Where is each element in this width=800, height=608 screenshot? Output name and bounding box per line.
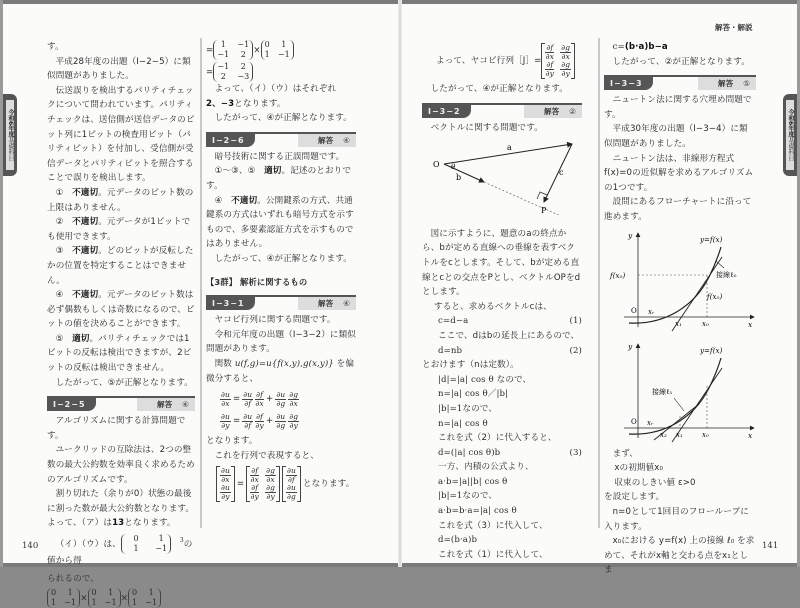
svg-text:x: x	[748, 430, 753, 440]
column-rule	[598, 38, 600, 528]
paragraph: n=0として1回目のフローループに入ります。	[604, 506, 749, 532]
side-tab-left[interactable]	[3, 94, 17, 176]
paragraph: 伝送誤りを検出するパリティチェックについて問われています。パリティチェックは、送信側が送信データのビット列に1ビットの検査用ビット（パリティビット）を付加し、受信側が受信データとパリティビットを照合することで誤りを検出します。	[47, 85, 195, 184]
svg-text:接線ℓ₁: 接線ℓ₁	[652, 387, 673, 396]
eq-line-17: これを式（1）に代入して、	[438, 549, 548, 560]
text-line: これを行列で表現すると、	[214, 450, 319, 461]
eq-line-4: とおけます（nは定数）。	[422, 360, 519, 371]
paragraph: ニュートン法に関する穴埋め問題です。	[604, 95, 752, 120]
svg-text:θ: θ	[451, 163, 456, 172]
answer-badge: 解答 ④	[298, 134, 356, 147]
paragraph: 図に示すように、題意のaの終点から、bが定める直線への垂線を表すベクトルをcとします。そして、bが定める直線とcとの交点をPとし、ベクトルOPをdとします。	[422, 228, 581, 298]
column-1	[47, 40, 195, 608]
paragraph: 関数 u(f,g)=u{f(x,y),g(x,y)} を偏微分すると、	[206, 358, 355, 384]
text-line: となります。	[206, 436, 258, 447]
result-line: c=(b·a)b−a	[612, 42, 668, 52]
conclusion: したがって、⑤が正解となります。	[55, 377, 193, 388]
eq-line-16: d=(b·a)b	[438, 535, 478, 546]
eq-line-0: すると、求めるベクトルcは、	[434, 301, 552, 312]
partial-derivatives	[206, 388, 356, 432]
side-tab-right[interactable]	[783, 94, 797, 176]
eq-line-1: c=d−a (1)	[438, 316, 582, 327]
eq-line-15: これを式（3）に代入して、	[438, 520, 548, 531]
matrix-product: = 1 −1 −1 2 × 0 1 1 −1	[206, 40, 356, 60]
svg-text:x₀: x₀	[702, 319, 709, 328]
svg-text:P: P	[541, 206, 547, 216]
running-header: 解答・解説	[715, 23, 753, 32]
eq-line-9: これを式（2）に代入すると、	[438, 433, 557, 444]
derivation	[422, 300, 582, 563]
option-3: ③ 不適切。どのビットが反転したかの位置を特定することはできません。	[47, 246, 194, 286]
paragraph: ヤコビ行列に関する問題です。	[214, 315, 336, 326]
svg-text:y=f(x): y=f(x)	[700, 235, 723, 244]
equation-dy: $\frac{\partial u}{\partial y}$ = $\frac{\partial u}{\partial f}$ $\frac{\partial f}{\partial y}$ + $\frac{\partial u}{\partial g}$ $\frac{\partial g}{\partial y}$	[221, 411, 299, 430]
eq-line-12: a·b=|a||b| cos θ	[438, 476, 508, 487]
equation-dx: $\frac{\partial u}{\partial x}$ = $\frac{\partial u}{\partial f}$ $\frac{\partial f}{\partial x}$ + $\frac{\partial u}{\partial g}$ $\frac{\partial g}{\partial x}$	[221, 389, 299, 408]
eq-line-7: |b|=1なので、	[438, 403, 498, 414]
svg-text:x: x	[748, 319, 753, 329]
svg-text:x₂: x₂	[660, 430, 667, 439]
newton-graph-2	[604, 338, 756, 443]
svg-text:x₀: x₀	[702, 430, 709, 439]
page-number-right: 141	[762, 541, 779, 551]
svg-text:x₁: x₁	[676, 430, 683, 439]
matrix: 0 1 1 −1 $^3$	[121, 534, 184, 554]
svg-text:接線ℓ₀: 接線ℓ₀	[716, 270, 737, 279]
svg-text:y: y	[628, 230, 633, 240]
eq-line-3: d=nb (2)	[438, 345, 582, 356]
text-line: す。	[47, 42, 64, 52]
page-number-left: 140	[22, 541, 39, 551]
section-header	[206, 132, 356, 147]
section-header	[206, 295, 356, 310]
question-number: Ⅰ−3−1	[206, 297, 255, 310]
conclusion: したがって、②が正解となります。	[612, 56, 750, 67]
matrix-product: 0 1 1 −1 × 0 1 1 −1 × 0 1 1 −1	[47, 588, 195, 608]
matrix-power-line: （イ）（ウ）は、 0 1 1 −1 $^3$ の値から得	[47, 534, 193, 566]
option-1: ① 不適切。元データのビット数の上限はありません。	[47, 187, 194, 213]
svg-text:y: y	[628, 341, 633, 351]
answer-badge: 解答 ⑤	[698, 77, 756, 90]
svg-text:O: O	[631, 306, 637, 315]
svg-text:b: b	[456, 173, 462, 183]
text-line: を設定します。	[604, 492, 665, 503]
svg-text:y=f(x): y=f(x)	[700, 346, 723, 355]
column-4	[604, 40, 756, 578]
section-header	[604, 75, 756, 90]
svg-text:xᵣ: xᵣ	[647, 418, 654, 427]
eq-line-5: |d|=|a| cos θ なので、	[438, 374, 532, 385]
side-tab-label: 令和6年度基礎科目	[786, 100, 794, 170]
text-line: 収束のしきい値 ε>0	[614, 477, 696, 488]
svg-text:c: c	[559, 168, 564, 178]
eq-line-6: n=|a| cos θ／|b|	[438, 389, 509, 400]
paragraph: 設問にあるフローチャートに沿って進めます。	[604, 197, 752, 222]
svg-text:x₁: x₁	[675, 319, 682, 328]
option-4: ④ 不適切。元データのビット数は必ず偶数もしくは奇数になるので、ビットの値を決めることができます。	[47, 290, 195, 330]
matrix-result: = −1 2 2 −3	[206, 62, 356, 82]
column-rule	[200, 38, 202, 528]
option-4: ④ 不適切。公開鍵系の方式、共通鍵系の方式はいずれも暗号方式を示すもので、多要素認証方式を示すものではありません。	[206, 195, 354, 250]
svg-text:xᵣ: xᵣ	[648, 307, 655, 316]
conclusion: したがって、④が正解となります。	[214, 113, 352, 124]
matrix-equation: $\frac{\partial u}{\partial x}$ $\frac{\partial u}{\partial y}$ = $\frac{\partial f}{\partial x}$ $\frac{\partial g}{\partial x}$ $\frac{\partial f}{\partial y}$ $\frac{\partial g}{\partial y}$ $\frac{\partial u}{\partial f}$ $\frac{\partial u}{\partial g}$ となります。	[206, 466, 356, 502]
paragraph: ユークリッドの互除法は、2つの整数の最大公約数を効率良く求めるためのアルゴリズムです。	[47, 445, 195, 485]
paragraph: アルゴリズムに関する計算問題です。	[47, 416, 186, 441]
question-number: Ⅰ−2−5	[47, 398, 96, 411]
left-edge	[0, 0, 3, 567]
text-line: まず、	[612, 448, 638, 459]
conclusion: したがって、④が正解となります。	[214, 253, 352, 264]
paragraph: 平成28年度の出題（Ⅰ−2−5）に類似問題がありました。	[47, 56, 191, 82]
paragraph: ベクトルに関する問題です。	[430, 122, 543, 133]
question-number: Ⅰ−2−6	[206, 134, 255, 147]
svg-text:f(x₀): f(x₀)	[707, 292, 723, 301]
eq-line-11: 一方、内積の公式より、	[438, 462, 534, 473]
vector-diagram	[422, 135, 582, 215]
eq-line-10: d=(|a| cos θ)b (3)	[438, 447, 582, 458]
option-2: ② 不適切。元データが1ビットでも使用できます。	[47, 217, 191, 242]
jacobian-line: よって、ヤコビ行列［J］= $\frac{\partial f}{\partial x}$ $\frac{\partial g}{\partial x}$ $\frac{\partial f}{\partial y}$ $\frac{\partial g}{\partial y}$	[422, 40, 582, 82]
newton-graph-1	[604, 227, 756, 332]
answer-badge: 解答 ④	[137, 398, 195, 411]
paragraph: 割り切れた（余りが0）状態の最後に割った数が最大公約数となります。よって、（ア）は13となります。	[47, 489, 195, 529]
svg-text:f(x₀): f(x₀)	[610, 271, 626, 280]
eq-line-8: n=|a| cos θ	[438, 418, 488, 429]
paragraph: よって、（イ）（ウ）はそれぞれ2、−3となります。	[206, 84, 337, 109]
paragraph: x₀における y=f(x) 上の接線 ℓ₀ を求めて、それがx軸と交わる点をx₁としま	[604, 536, 755, 576]
paragraph: 暗号技術に関する正誤問題です。	[214, 151, 345, 162]
question-number: Ⅰ−3−2	[422, 105, 471, 118]
paragraph: ニュートン法は、非線形方程式f(x)=0の近似解を求めるアルゴリズムの1つです。	[604, 153, 754, 193]
answer-badge: 解答 ②	[524, 105, 582, 118]
side-tab-label: 令和6年度基礎科目	[6, 100, 14, 170]
section-header	[422, 103, 582, 118]
column-2	[206, 40, 356, 502]
text-line: xの初期値x₀	[614, 463, 664, 474]
eq-line-13: |b|=1なので、	[438, 491, 498, 502]
paragraph: 平成30年度の出題（Ⅰ−3−4）に類似問題がありました。	[604, 124, 748, 149]
svg-text:O: O	[631, 417, 637, 426]
svg-text:a: a	[507, 143, 512, 153]
section-header	[47, 396, 195, 411]
option-5: ⑤ 適切。パリティチェックでは1ビットの反転は検出できますが、2ビットの反転は検出できません。	[47, 333, 192, 374]
question-number: Ⅰ−3−3	[604, 77, 653, 90]
svg-text:O: O	[433, 160, 440, 170]
eq-line-2: ここで、dはbの延長上にあるので、	[438, 330, 580, 341]
book-gutter	[398, 0, 402, 567]
eq-line-14: a·b=b·a=|a| cos θ	[438, 506, 517, 517]
column-3	[422, 40, 582, 562]
group-heading: 【3群】 解析に関するもの	[206, 276, 308, 287]
paragraph: 令和元年度の出題（Ⅰ−3−2）に類似問題があります。	[206, 329, 356, 355]
answer-badge: 解答 ④	[298, 297, 356, 310]
conclusion: したがって、④が正解となります。	[430, 84, 568, 94]
option-1-3-5: ①〜③、⑤ 適切。記述のとおりです。	[206, 166, 352, 191]
text-line: られるので、	[47, 573, 99, 584]
